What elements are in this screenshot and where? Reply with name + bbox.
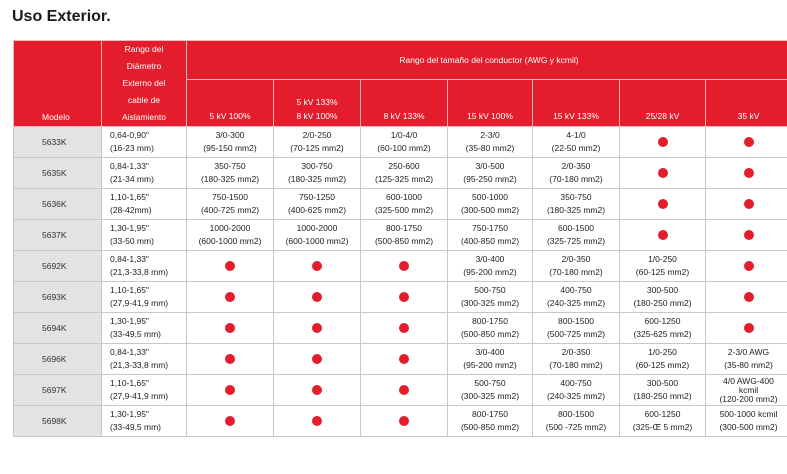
range-line: 300-750 — [301, 161, 333, 171]
range-cell — [706, 375, 787, 406]
diameter-line: 1,30-1,95" — [110, 409, 149, 419]
range-cell — [187, 127, 274, 158]
range-line: 2/0-350 — [561, 254, 591, 264]
diameter-cell — [102, 282, 187, 313]
range-cell — [448, 220, 533, 251]
range-line: 500-750 — [474, 378, 506, 388]
red-dot-icon — [658, 137, 668, 147]
range-line: kcmil — [738, 384, 759, 395]
header-line: Aislamiento — [122, 112, 166, 122]
range-cell — [706, 406, 787, 437]
diameter-line: 1,10-1,65" — [110, 285, 149, 295]
range-line: 800-1500 — [558, 316, 594, 326]
header-line: Rango del — [124, 44, 164, 54]
range-line: 750-1500 — [212, 192, 248, 202]
header-voltage-line: 5 kV 133% — [296, 97, 338, 107]
range-cell — [274, 189, 361, 220]
model-cell: 5698K — [14, 406, 102, 437]
available-cell — [620, 189, 706, 220]
range-line: 500-750 — [474, 285, 506, 295]
range-line: (70-180 mm2) — [549, 174, 603, 184]
range-cell — [274, 220, 361, 251]
table-row — [14, 158, 787, 189]
range-line: (600-1000 mm2) — [198, 236, 262, 246]
range-cell — [620, 282, 706, 313]
red-dot-icon — [312, 354, 322, 364]
diameter-line: 1,10-1,65" — [110, 378, 149, 388]
range-line: (70-180 mm2) — [549, 267, 603, 277]
diameter-line: 1,30-1,95" — [110, 316, 149, 326]
header-voltage-0 — [187, 80, 274, 127]
range-line: (240-325 mm2) — [546, 298, 606, 308]
range-cell — [706, 344, 787, 375]
red-dot-icon — [225, 261, 235, 271]
range-line: 600-1250 — [644, 409, 681, 419]
red-dot-icon — [744, 292, 754, 302]
range-line: (300-325 mm2) — [460, 391, 520, 401]
range-line: (180-325 mm2) — [546, 205, 606, 215]
diameter-cell — [102, 406, 187, 437]
range-cell — [448, 158, 533, 189]
available-cell — [361, 282, 448, 313]
red-dot-icon — [744, 230, 754, 240]
header-line: cable de — [127, 95, 161, 105]
range-cell — [448, 375, 533, 406]
range-line: 250-600 — [388, 161, 420, 171]
diameter-line: 0,64-0,90" — [110, 130, 149, 140]
range-line: (95-250 mm2) — [463, 174, 517, 184]
range-line: 600-1000 — [386, 192, 422, 202]
range-line: 3/0-400 — [475, 347, 505, 357]
header-line: Diámetro — [126, 61, 162, 71]
red-dot-icon — [744, 199, 754, 209]
range-line: 1/0-250 — [648, 347, 677, 357]
table-row — [14, 251, 787, 282]
red-dot-icon — [225, 292, 235, 302]
diameter-line: 1,10-1,65" — [110, 192, 149, 202]
available-cell — [361, 251, 448, 282]
range-line: (180-250 mm2) — [633, 391, 692, 401]
table-row — [14, 189, 787, 220]
available-cell — [620, 220, 706, 251]
diameter-line: (33-50 mm) — [110, 236, 154, 246]
diameter-line: (16-23 mm) — [110, 143, 154, 153]
available-cell — [620, 158, 706, 189]
available-cell — [274, 406, 361, 437]
range-line: 750-1750 — [472, 223, 508, 233]
range-line: 300-500 — [646, 378, 679, 388]
red-dot-icon — [744, 137, 754, 147]
available-cell — [274, 313, 361, 344]
range-cell — [361, 220, 448, 251]
range-line: 500-1000 — [472, 192, 508, 202]
range-line: (500-850 mm2) — [460, 329, 520, 339]
range-line: 800-1750 — [472, 409, 508, 419]
red-dot-icon — [658, 230, 668, 240]
range-cell — [187, 189, 274, 220]
diameter-line: 0,84-1,33" — [110, 254, 149, 264]
range-line: (180-325 mm2) — [287, 174, 347, 184]
available-cell — [274, 375, 361, 406]
range-cell — [448, 127, 533, 158]
range-line: (95-200 mm2) — [463, 267, 517, 277]
range-line: 2/0-250 — [302, 130, 332, 140]
range-cell — [533, 127, 620, 158]
range-line: (400-850 mm2) — [460, 236, 520, 246]
range-cell — [533, 220, 620, 251]
model-cell: 5696K — [14, 344, 102, 375]
red-dot-icon — [399, 354, 409, 364]
header-line: Externo del — [122, 78, 166, 88]
red-dot-icon — [312, 385, 322, 395]
diameter-line: (33-49,5 mm) — [110, 422, 162, 432]
range-line: (180-325 mm2) — [200, 174, 260, 184]
range-line: (325-725 mm2) — [546, 236, 606, 246]
available-cell — [187, 344, 274, 375]
range-line: 1000-2000 — [296, 223, 338, 233]
model-cell: 5636K — [14, 189, 102, 220]
red-dot-icon — [225, 354, 235, 364]
range-cell — [533, 406, 620, 437]
range-line: (500 -725 mm2) — [545, 422, 607, 432]
model-cell: 5633K — [14, 127, 102, 158]
range-cell — [448, 344, 533, 375]
page-title: Uso Exterior. — [12, 8, 111, 25]
header-rango-conductor: Rango del tamaño del conductor (AWG y kcmil) — [187, 41, 787, 80]
available-cell — [361, 406, 448, 437]
header-voltage-3 — [448, 80, 533, 127]
diameter-line: (27,9-41,9 mm) — [110, 298, 169, 308]
range-line: 2/0-350 — [561, 161, 591, 171]
available-cell — [274, 251, 361, 282]
range-line: 4-1/0 — [566, 130, 586, 140]
diameter-cell — [102, 158, 187, 189]
range-line: 3/0-500 — [475, 161, 505, 171]
range-line: (300-500 mm2) — [460, 205, 520, 215]
range-line: (95-150 mm2) — [203, 143, 257, 153]
diameter-cell — [102, 375, 187, 406]
range-line: (325-625 mm2) — [633, 329, 692, 339]
available-cell — [187, 251, 274, 282]
diameter-cell — [102, 251, 187, 282]
range-cell — [361, 127, 448, 158]
header-modelo: Modelo — [14, 41, 102, 127]
header-voltage-line: 15 kV 133% — [553, 111, 599, 121]
diameter-line: (21-34 mm) — [110, 174, 154, 184]
range-cell — [187, 158, 274, 189]
model-cell: 5694K — [14, 313, 102, 344]
available-cell — [187, 282, 274, 313]
range-line: (35-80 mm2) — [465, 143, 515, 153]
range-line: (300-325 mm2) — [460, 298, 520, 308]
range-line: (70-180 mm2) — [549, 360, 603, 370]
red-dot-icon — [399, 292, 409, 302]
red-dot-icon — [312, 323, 322, 333]
available-cell — [706, 282, 787, 313]
range-line: 350-750 — [214, 161, 246, 171]
header-voltage-line: 8 kV 133% — [383, 111, 425, 121]
table-row — [14, 375, 787, 406]
range-line: 1/0-4/0 — [390, 130, 418, 140]
available-cell — [706, 189, 787, 220]
range-line: 2-3/0 AWG — [727, 347, 770, 357]
diameter-cell — [102, 127, 187, 158]
table-row — [14, 406, 787, 437]
range-line: (180-250 mm2) — [633, 298, 692, 308]
model-cell: 5635K — [14, 158, 102, 189]
diameter-line: (27,9-41,9 mm) — [110, 391, 169, 401]
available-cell — [706, 220, 787, 251]
range-line: (325-Œ 5 mm2) — [632, 422, 693, 432]
model-cell: 5697K — [14, 375, 102, 406]
range-line: (600-1000 mm2) — [285, 236, 349, 246]
diameter-line: 1,30-1,95" — [110, 223, 149, 233]
diameter-cell — [102, 220, 187, 251]
available-cell — [187, 313, 274, 344]
red-dot-icon — [312, 416, 322, 426]
header-voltage-line: 35 kV — [737, 111, 760, 121]
available-cell — [274, 344, 361, 375]
diameter-line: (33-49,5 mm) — [110, 329, 162, 339]
table-row — [14, 282, 787, 313]
range-line: (500-850 mm2) — [460, 422, 520, 432]
header-rango-diametro — [102, 41, 187, 127]
range-cell — [274, 127, 361, 158]
range-line: 400-750 — [560, 378, 592, 388]
range-line: 2-3/0 — [480, 130, 500, 140]
header-voltage-line: 15 kV 100% — [467, 111, 513, 121]
available-cell — [706, 251, 787, 282]
diameter-line: 0,84-1,33" — [110, 347, 149, 357]
diameter-line: (28-42mm) — [110, 205, 152, 215]
range-line: (125-325 mm2) — [374, 174, 434, 184]
range-cell — [533, 251, 620, 282]
red-dot-icon — [312, 292, 322, 302]
range-cell — [620, 251, 706, 282]
model-cell: 5637K — [14, 220, 102, 251]
range-line: (95-200 mm2) — [463, 360, 517, 370]
range-line: (60-125 mm2) — [635, 360, 690, 370]
table-row — [14, 344, 787, 375]
available-cell — [361, 313, 448, 344]
range-line: 600-1500 — [558, 223, 594, 233]
diameter-cell — [102, 313, 187, 344]
range-cell — [620, 344, 706, 375]
range-line: (120-200 mm2) — [719, 393, 778, 404]
header-voltage-line: 25/28 kV — [645, 111, 680, 121]
red-dot-icon — [744, 323, 754, 333]
range-cell — [533, 344, 620, 375]
diameter-cell — [102, 344, 187, 375]
red-dot-icon — [225, 416, 235, 426]
range-cell — [620, 313, 706, 344]
range-cell — [533, 313, 620, 344]
header-voltage-line: 5 kV 100% — [209, 111, 251, 121]
range-cell — [533, 375, 620, 406]
range-line: (240-325 mm2) — [546, 391, 606, 401]
range-line: 4/0 AWG-400 — [723, 375, 774, 386]
range-line: (400-625 mm2) — [287, 205, 347, 215]
table-row — [14, 220, 787, 251]
range-line: 2/0-350 — [561, 347, 591, 357]
range-line: 800-1750 — [386, 223, 422, 233]
range-line: (400-725 mm2) — [200, 205, 260, 215]
diameter-line: (21,3-33,8 mm) — [110, 267, 169, 277]
range-cell — [533, 158, 620, 189]
table-body — [14, 127, 787, 437]
red-dot-icon — [399, 261, 409, 271]
range-line: 3/0-300 — [215, 130, 245, 140]
header-voltage-2 — [361, 80, 448, 127]
red-dot-icon — [399, 323, 409, 333]
range-line: 500-1000 kcmil — [719, 409, 778, 419]
header-voltage-line: 8 kV 100% — [296, 111, 338, 121]
model-cell: 5693K — [14, 282, 102, 313]
range-cell — [620, 375, 706, 406]
range-line: (500-850 mm2) — [374, 236, 434, 246]
available-cell — [274, 282, 361, 313]
range-line: 800-1750 — [472, 316, 508, 326]
header-voltage-6 — [706, 80, 787, 127]
available-cell — [706, 158, 787, 189]
header-voltage-1 — [274, 80, 361, 127]
red-dot-icon — [312, 261, 322, 271]
diameter-line: (21,3-33,8 mm) — [110, 360, 169, 370]
red-dot-icon — [744, 168, 754, 178]
range-line: 600-1250 — [644, 316, 681, 326]
available-cell — [706, 127, 787, 158]
red-dot-icon — [399, 416, 409, 426]
model-cell: 5692K — [14, 251, 102, 282]
red-dot-icon — [225, 323, 235, 333]
header-voltage-4 — [533, 80, 620, 127]
range-cell — [533, 189, 620, 220]
range-line: 1000-2000 — [209, 223, 251, 233]
red-dot-icon — [225, 385, 235, 395]
range-line: 3/0-400 — [475, 254, 505, 264]
range-cell — [620, 406, 706, 437]
spec-table — [13, 40, 787, 437]
header-voltage-5 — [620, 80, 706, 127]
available-cell — [706, 313, 787, 344]
available-cell — [361, 344, 448, 375]
red-dot-icon — [658, 199, 668, 209]
available-cell — [361, 375, 448, 406]
red-dot-icon — [658, 168, 668, 178]
range-line: 750-1250 — [299, 192, 335, 202]
range-cell — [448, 189, 533, 220]
range-line: (70-125 mm2) — [290, 143, 344, 153]
range-cell — [448, 282, 533, 313]
range-line: 400-750 — [560, 285, 592, 295]
range-line: 800-1500 — [558, 409, 594, 419]
diameter-line: 0,84-1,33" — [110, 161, 149, 171]
range-line: 300-500 — [646, 285, 679, 295]
available-cell — [620, 127, 706, 158]
range-cell — [448, 406, 533, 437]
range-cell — [448, 251, 533, 282]
diameter-cell — [102, 189, 187, 220]
range-line: 350-750 — [560, 192, 592, 202]
range-cell — [361, 189, 448, 220]
range-line: (35-80 mm2) — [724, 360, 773, 370]
range-line: (300-500 mm2) — [719, 422, 778, 432]
red-dot-icon — [399, 385, 409, 395]
range-cell — [274, 158, 361, 189]
red-dot-icon — [744, 261, 754, 271]
range-line: (325-500 mm2) — [374, 205, 434, 215]
available-cell — [187, 406, 274, 437]
range-cell — [187, 220, 274, 251]
range-cell — [361, 158, 448, 189]
range-cell — [448, 313, 533, 344]
range-line: (22-50 mm2) — [551, 143, 601, 153]
available-cell — [187, 375, 274, 406]
table-row — [14, 313, 787, 344]
range-line: (500-725 mm2) — [546, 329, 606, 339]
range-line: (60-125 mm2) — [635, 267, 690, 277]
range-line: (60-100 mm2) — [377, 143, 431, 153]
range-cell — [533, 282, 620, 313]
table-row — [14, 127, 787, 158]
header-row-top — [14, 41, 787, 80]
range-line: 1/0-250 — [648, 254, 677, 264]
